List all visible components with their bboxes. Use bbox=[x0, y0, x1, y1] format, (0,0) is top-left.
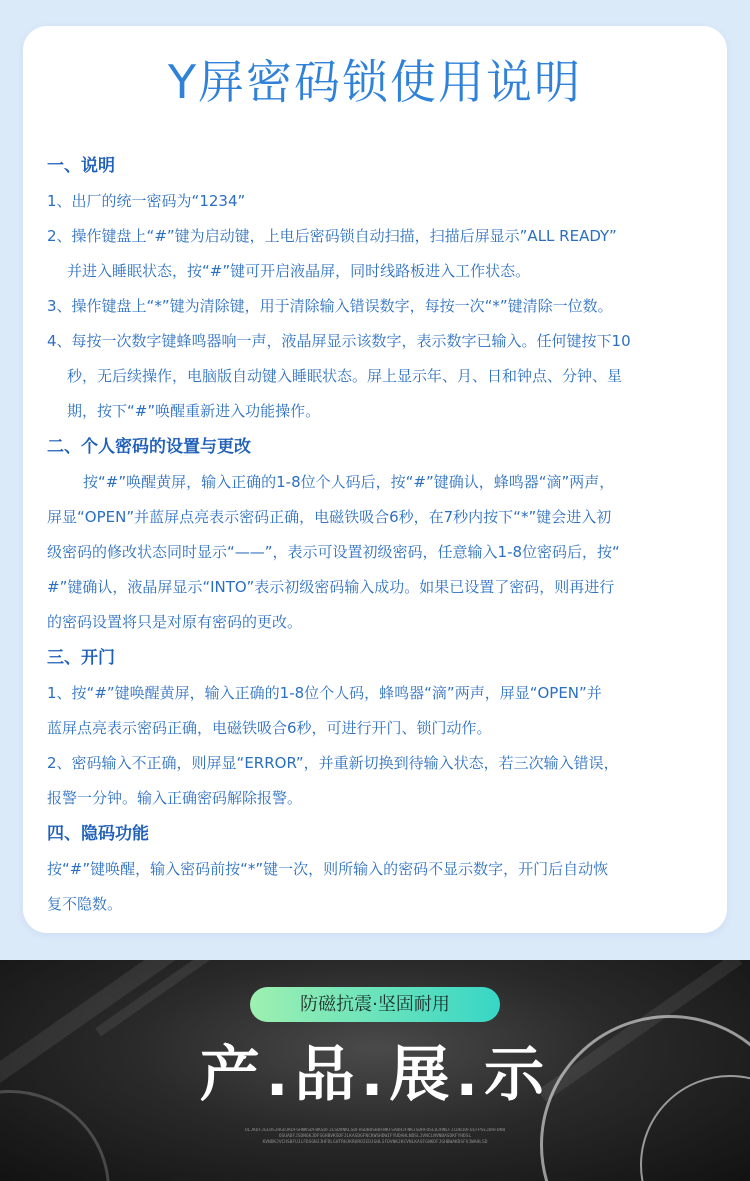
text-line: 按“#”键唤醒，输入密码前按“*”键一次，则所输入的密码不显示数字，开门后自动恢 bbox=[47, 860, 609, 878]
section-heading: 一、说明 bbox=[47, 156, 115, 176]
text-line: 3、操作键盘上“*”键为清除键，用于清除输入错误数字，每按一次“*”键清除一位数。 bbox=[47, 297, 613, 315]
instructions-content bbox=[47, 148, 717, 922]
text-line: 的密码设置将只是对原有密码的更改。 bbox=[47, 613, 303, 631]
section-heading: 四、隐码功能 bbox=[47, 824, 149, 844]
text-line: 4、每按一次数字键蜂鸣器响一声，液晶屏显示该数字，表示数字已输入。任何键按下10 bbox=[47, 332, 631, 350]
section-hidden-code bbox=[47, 816, 717, 922]
section-password-setup bbox=[47, 429, 717, 640]
text-line: 级密码的修改状态同时显示“——”，表示可设置初级密码，任意输入1-8位密码后，按“ bbox=[47, 543, 620, 561]
fine-print-line: OSUADFJSDNGKJDFSGHBVKSDFJLKASDGFNCKWSHDWIFYUDAHLNDSLJVNCLNVNBASDKFYHDSL bbox=[278, 1134, 472, 1139]
text-line: 秒，无后续操作，电脑版自动键入睡眠状态。屏上显示年、月、日和钟点、分钟、星 bbox=[67, 367, 623, 385]
fine-print-line: OLJKDFJGLDSJHGOJKDFGHNKSDFBKSDFJLSDVNKLSDFHSDBUSBDFNKFSADHJFNKJSDHFOSLDJHNLFJCDBJDFOIFPSEJDHFDKW bbox=[244, 1128, 506, 1133]
text-line: 报警一分钟。输入正确密码解除报警。 bbox=[47, 789, 303, 807]
decorative-fine-print bbox=[190, 1128, 560, 1146]
text-line: 按“#”唤醒黄屏，输入正确的1-8位个人码后，按“#”键确认，蜂鸣器“滴”两声， bbox=[83, 473, 615, 491]
text-line: 2、操作键盘上“#”键为启动键，上电后密码锁自动扫描，扫描后屏显示”ALL READY” bbox=[47, 227, 617, 245]
text-line: 1、按“#”键唤醒黄屏，输入正确的1-8位个人码，蜂鸣器“滴”两声，屏显“OPEN”并 bbox=[47, 684, 602, 702]
text-line: 蓝屏点亮表示密码正确，电磁铁吸合6秒，可进行开门、锁门动作。 bbox=[47, 719, 492, 737]
text-line: 复不隐数。 bbox=[47, 895, 123, 913]
fine-print-line: KVNDKJVCHSBFUJLFDSGNJJHFDLGHTRHJKRUROIEDJGHLSFDVNKJKCVNLKASFGHKDFJGHBWAKDSFVJWAHLSD bbox=[262, 1140, 488, 1145]
product-showcase-banner bbox=[0, 960, 750, 1181]
section-explanation bbox=[47, 148, 717, 429]
banner-title: 产.品.展.示 bbox=[199, 1040, 551, 1110]
text-line: #”键确认，液晶屏显示“INTO”表示初级密码输入成功。如果已设置了密码，则再进行 bbox=[47, 578, 615, 596]
section-open-door bbox=[47, 640, 717, 816]
text-line: 并进入睡眠状态，按“#”键可开启液晶屏，同时线路板进入工作状态。 bbox=[67, 262, 531, 280]
text-line: 1、出厂的统一密码为“1234” bbox=[47, 192, 246, 210]
feature-badge: 防磁抗震·坚固耐用 bbox=[250, 987, 500, 1022]
section-heading: 三、开门 bbox=[47, 648, 115, 668]
text-line: 2、密码输入不正确，则屏显“ERROR”，并重新切换到待输入状态，若三次输入错误， bbox=[47, 754, 619, 772]
text-line: 期，按下“#”唤醒重新进入功能操作。 bbox=[67, 402, 321, 420]
text-line: 屏显“OPEN”并蓝屏点亮表示密码正确，电磁铁吸合6秒，在7秒内按下“*”键会进入初 bbox=[47, 508, 612, 526]
section-heading: 二、个人密码的设置与更改 bbox=[47, 437, 251, 457]
page-title: Y屏密码锁使用说明 bbox=[167, 55, 583, 109]
